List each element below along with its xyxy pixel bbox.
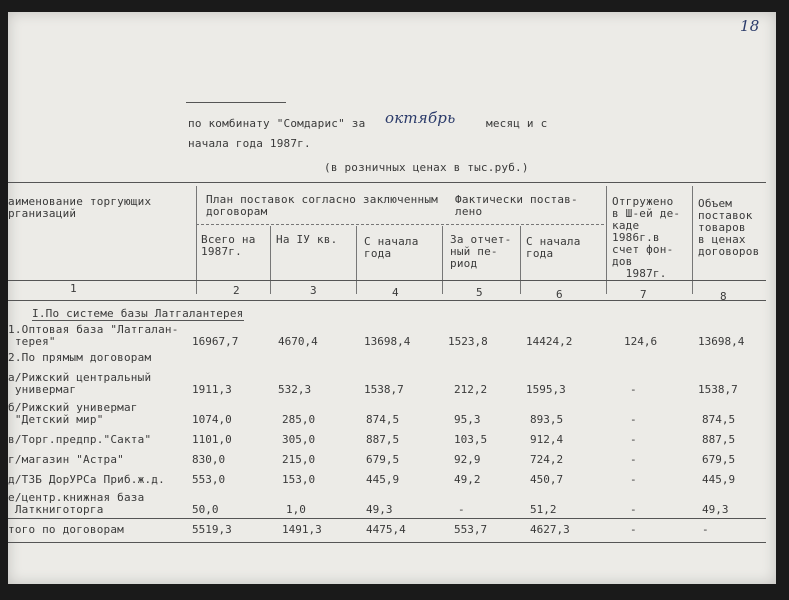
- table-cell: 1538,7: [698, 383, 738, 396]
- table-row-name: е/центр.книжная база Латкниготорга: [8, 491, 145, 516]
- table-cell: -: [630, 523, 637, 536]
- col-sep-2: [270, 226, 271, 294]
- table-cell: 553,0: [192, 473, 226, 486]
- table-cell: 887,5: [366, 433, 400, 446]
- table-cell: -: [630, 503, 637, 516]
- col-header-shipped: Отгружено в Ш-ей де- каде 1986г.в счет фон- дов 1987г.: [612, 195, 681, 280]
- table-cell: 50,0: [192, 503, 219, 516]
- header-prices-note: (в розничных ценах в тыс.руб.): [324, 161, 529, 174]
- header-line2: начала года 1987г.: [188, 137, 311, 150]
- table-cell: 153,0: [282, 473, 316, 486]
- table-cell: 1074,0: [192, 413, 232, 426]
- table-cell: 5519,3: [192, 523, 232, 536]
- col-header-volume: Объем поставок товаров в ценах договоров: [698, 197, 760, 258]
- table-row-name: 2.По прямым договорам: [8, 351, 152, 364]
- table-cell: 13698,4: [698, 335, 745, 348]
- header-line1-prefix: по комбинату "Сомдарис" за: [188, 117, 366, 130]
- document-sheet: [8, 12, 776, 584]
- table-cell: 103,5: [454, 433, 488, 446]
- table-cell: -: [630, 413, 637, 426]
- col-sep-5: [520, 226, 521, 294]
- table-cell: -: [630, 453, 637, 466]
- table-cell: 1491,3: [282, 523, 322, 536]
- header-bottom-rule: [8, 280, 766, 281]
- table-cell: -: [702, 523, 709, 536]
- table-cell: 92,9: [454, 453, 481, 466]
- col-number-5: 5: [476, 286, 483, 299]
- table-cell: 49,2: [454, 473, 481, 486]
- table-cell: 4475,4: [366, 523, 406, 536]
- section-title: I.По системе базы Латгалантерея: [32, 307, 244, 320]
- table-row-name-total: того по договорам: [8, 523, 124, 536]
- totals-top-rule: [8, 518, 766, 519]
- col-sep-6: [606, 186, 607, 294]
- table-cell: 305,0: [282, 433, 316, 446]
- table-cell: 893,5: [530, 413, 564, 426]
- table-cell: 1523,8: [448, 335, 488, 348]
- page-number: 18: [740, 17, 760, 35]
- table-row-name: д/ТЗБ ДорУРСа Приб.ж.д.: [8, 473, 165, 486]
- table-cell: 1595,3: [526, 383, 566, 396]
- table-cell: 212,2: [454, 383, 488, 396]
- col-sep-3: [356, 226, 357, 294]
- table-cell: 1,0: [286, 503, 306, 516]
- table-cell: 13698,4: [364, 335, 411, 348]
- col-header-fact-ytd: С начала года: [526, 235, 581, 260]
- table-cell: 887,5: [702, 433, 736, 446]
- table-cell: 285,0: [282, 413, 316, 426]
- table-cell: 124,6: [624, 335, 658, 348]
- table-cell: 51,2: [530, 503, 557, 516]
- col-number-1: 1: [70, 282, 77, 295]
- table-cell: 4627,3: [530, 523, 570, 536]
- col-header-fact-period: За отчет- ный пе- риод: [450, 233, 512, 270]
- col-header-plan-total: Всего на 1987г.: [201, 233, 256, 258]
- table-row-name: в/Торг.предпр."Сакта": [8, 433, 152, 446]
- col-header-plan-ytd: С начала года: [364, 235, 419, 260]
- table-cell: 445,9: [366, 473, 400, 486]
- col-sep-1: [196, 186, 197, 294]
- table-cell: 16967,7: [192, 335, 239, 348]
- table-cell: 874,5: [702, 413, 736, 426]
- col-header-plan-group: План поставок согласно заключенным договорам: [206, 193, 438, 218]
- table-cell: 49,3: [702, 503, 729, 516]
- table-cell: 1101,0: [192, 433, 232, 446]
- table-cell: 49,3: [366, 503, 393, 516]
- table-row-name: г/магазин "Астра": [8, 453, 124, 466]
- table-top-rule: [8, 182, 766, 183]
- table-cell: 14424,2: [526, 335, 573, 348]
- colnum-bottom-rule: [8, 300, 766, 301]
- col-header-fact-group: Фактически постав- лено: [455, 193, 578, 218]
- table-cell: 95,3: [454, 413, 481, 426]
- totals-bottom-rule: [8, 542, 766, 543]
- table-row-name: а/Рижский центральный универмаг: [8, 371, 152, 396]
- col-sep-4: [442, 226, 443, 294]
- col-sep-7: [692, 186, 693, 294]
- table-cell: 215,0: [282, 453, 316, 466]
- header-sub-rule: [196, 224, 604, 225]
- header-line1-suffix: месяц и с: [486, 117, 548, 130]
- table-cell: 1911,3: [192, 383, 232, 396]
- col-number-8: 8: [720, 290, 727, 303]
- table-cell: -: [458, 503, 465, 516]
- table-cell: 912,4: [530, 433, 564, 446]
- col-number-6: 6: [556, 288, 563, 301]
- table-cell: 450,7: [530, 473, 564, 486]
- col-number-7: 7: [640, 288, 647, 301]
- table-cell: 1538,7: [364, 383, 404, 396]
- col-number-3: 3: [310, 284, 317, 297]
- header-top-rule: [186, 102, 286, 103]
- table-cell: 874,5: [366, 413, 400, 426]
- table-row-name: б/Рижский универмаг "Детский мир": [8, 401, 138, 426]
- table-cell: 553,7: [454, 523, 488, 536]
- table-cell: 532,3: [278, 383, 312, 396]
- table-cell: 679,5: [702, 453, 736, 466]
- table-cell: 679,5: [366, 453, 400, 466]
- table-cell: 445,9: [702, 473, 736, 486]
- table-cell: -: [630, 473, 637, 486]
- col-header-name: аименование торгующих рганизаций: [8, 195, 152, 220]
- header-month: октябрь: [385, 109, 456, 127]
- table-cell: -: [630, 383, 637, 396]
- col-number-4: 4: [392, 286, 399, 299]
- col-header-plan-q4: На IУ кв.: [276, 233, 338, 246]
- col-number-2: 2: [233, 284, 240, 297]
- table-cell: 830,0: [192, 453, 226, 466]
- table-row-name: 1.Оптовая база "Латгалан- терея": [8, 323, 179, 348]
- table-cell: -: [630, 433, 637, 446]
- table-cell: 4670,4: [278, 335, 318, 348]
- table-cell: 724,2: [530, 453, 564, 466]
